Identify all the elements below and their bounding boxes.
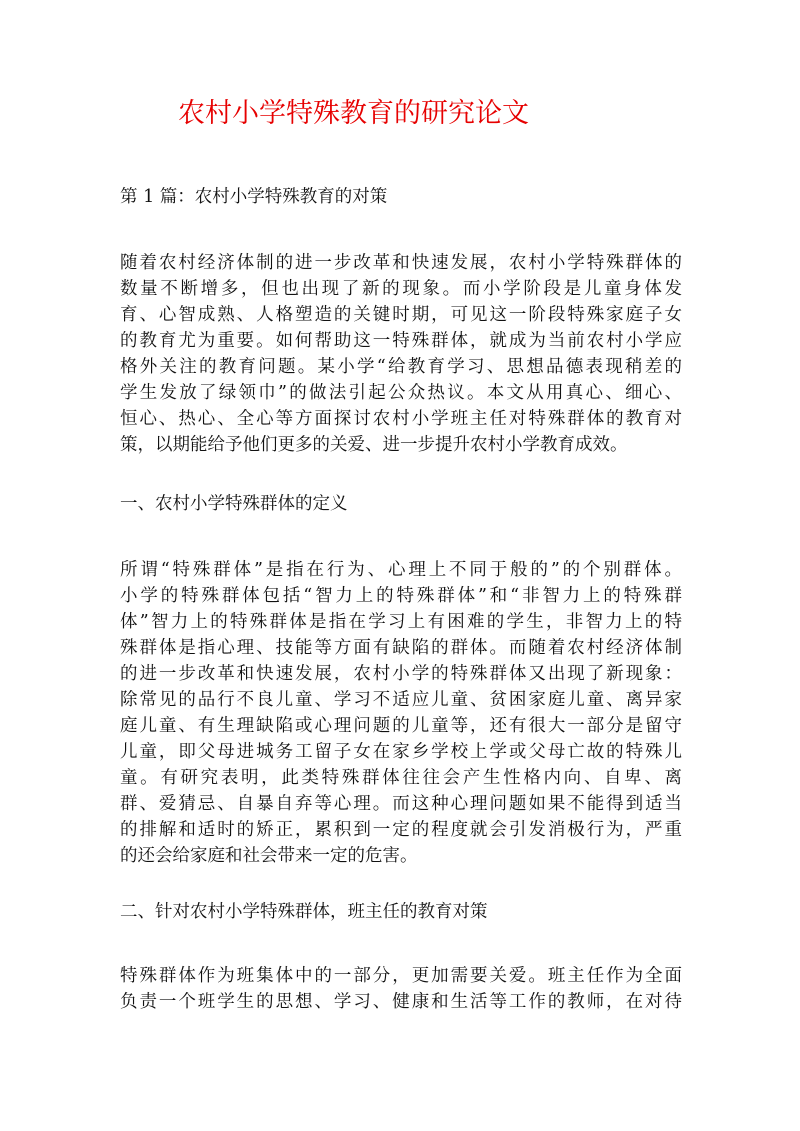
paragraph-line: 体”智力上的特殊群体是指在学习上有困难的学生，非智力上的特 xyxy=(120,612,682,632)
paragraph-line: 所谓“特殊群体”是指在行为、心理上不同于般的”的个别群体。 xyxy=(120,560,682,580)
heading-1: 一、农村小学特殊群体的定义 xyxy=(120,494,348,514)
paragraph-line: 育、心智成熟、人格塑造的关键时期，可见这一阶段特殊家庭子女 xyxy=(120,305,682,325)
heading-2: 二、针对农村小学特殊群体，班主任的教育对策 xyxy=(120,902,488,922)
paragraph-line: 恒心、热心、全心等方面探讨农村小学班主任对特殊群体的教育对 xyxy=(120,409,682,429)
paragraph-line: 负责一个班学生的思想、学习、健康和生活等工作的教师，在对待 xyxy=(120,992,682,1012)
paragraph-line: 群、爱猜忌、自暴自弃等心理。而这种心理问题如果不能得到适当 xyxy=(120,794,682,814)
paragraph-line: 童。有研究表明，此类特殊群体往往会产生性格内向、自卑、离 xyxy=(120,768,682,788)
paragraph-line: 的还会给家庭和社会带来一定的危害。 xyxy=(120,846,418,866)
intro-paragraph xyxy=(120,250,682,458)
strategy-paragraph xyxy=(120,963,682,1015)
paragraph-line: 格外关注的教育问题。某小学“给教育学习、思想品德表现稍差的 xyxy=(120,357,682,377)
paragraph-line: 学生发放了绿领巾”的做法引起公众热议。本文从用真心、细心、 xyxy=(120,383,682,403)
paragraph-line: 的进一步改革和快速发展，农村小学的特殊群体又出现了新现象： xyxy=(120,664,682,684)
paragraph-line: 庭儿童、有生理缺陷或心理问题的儿童等，还有很大一部分是留守 xyxy=(120,716,682,736)
paragraph-line: 小学的特殊群体包括“智力上的特殊群体”和“非智力上的特殊群 xyxy=(120,586,682,606)
paragraph-line: 的排解和适时的矫正，累积到一定的程度就会引发消极行为，严重 xyxy=(120,820,682,840)
paragraph-line: 儿童，即父母进城务工留子女在家乡学校上学或父母亡故的特殊儿 xyxy=(120,742,682,762)
paragraph-line: 除常见的品行不良儿童、学习不适应儿童、贫困家庭儿童、离异家 xyxy=(120,690,682,710)
paragraph-line: 特殊群体作为班集体中的一部分，更加需要关爱。班主任作为全面 xyxy=(120,966,682,986)
paragraph-line: 随着农村经济体制的进一步改革和快速发展，农村小学特殊群体的 xyxy=(120,253,682,273)
paragraph-line: 策，以期能给予他们更多的关爱、进一步提升农村小学教育成效。 xyxy=(120,435,628,455)
paragraph-line: 殊群体是指心理、技能等方面有缺陷的群体。而随着农村经济体制 xyxy=(120,638,682,658)
section-1-heading: 第 1 篇：农村小学特殊教育的对策 xyxy=(120,187,388,207)
paragraph-line: 数量不断增多，但也出现了新的现象。而小学阶段是儿童身体发 xyxy=(120,279,682,299)
document-title: 农村小学特殊教育的研究论文 xyxy=(178,98,529,129)
paragraph-line: 的教育尤为重要。如何帮助这一特殊群体，就成为当前农村小学应 xyxy=(120,331,682,351)
definition-paragraph xyxy=(120,557,682,869)
